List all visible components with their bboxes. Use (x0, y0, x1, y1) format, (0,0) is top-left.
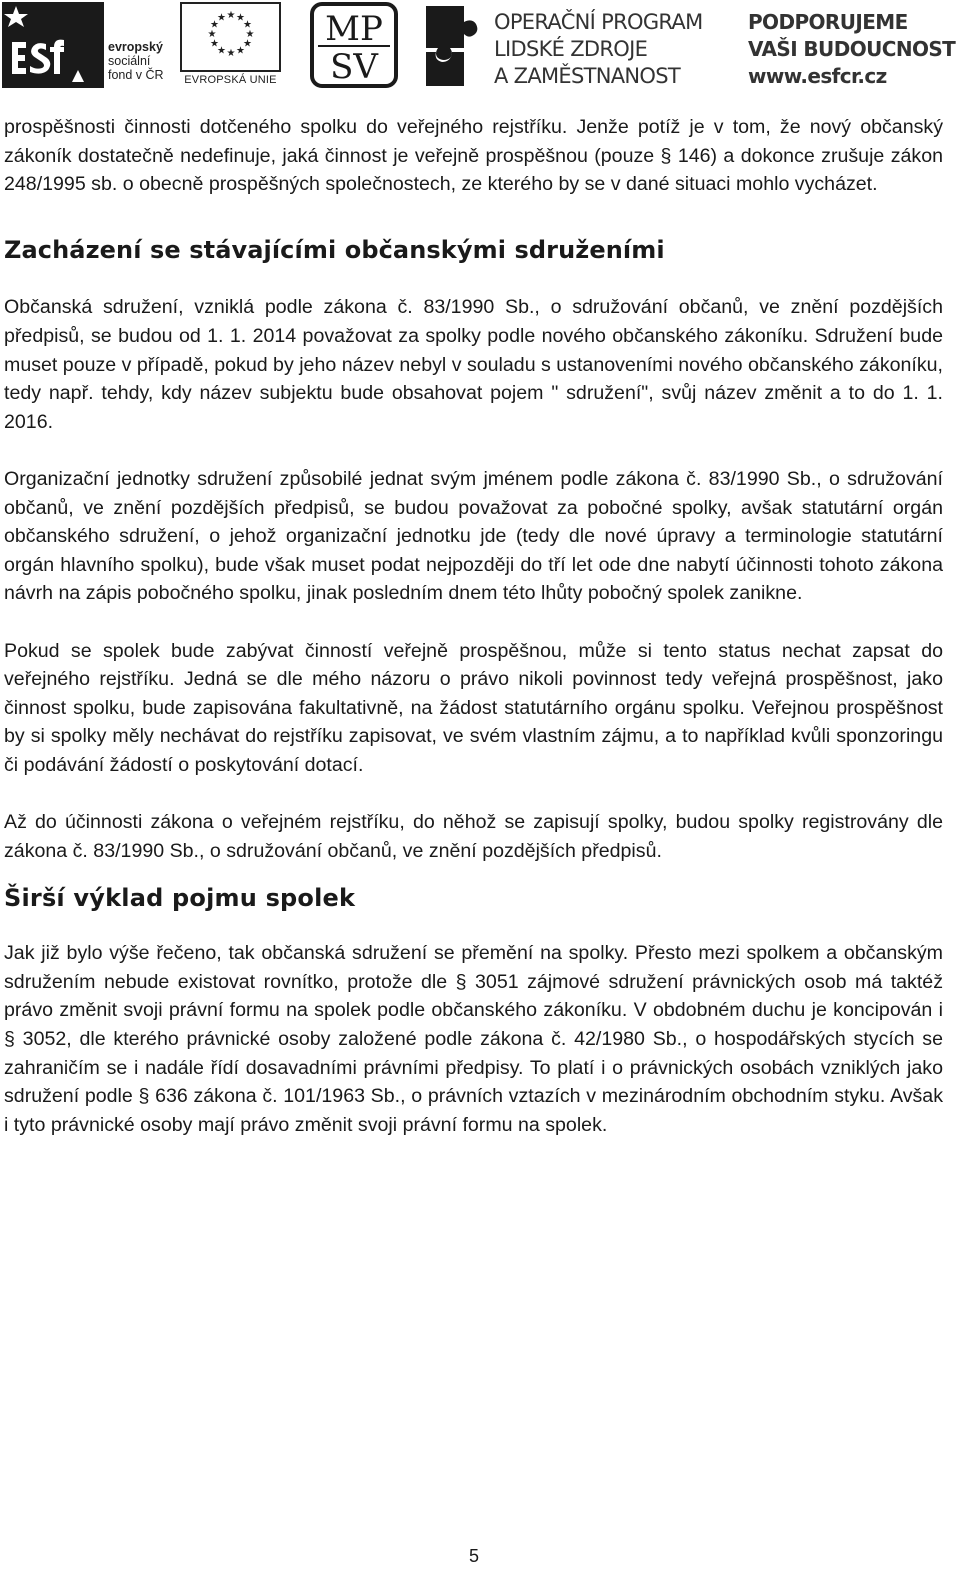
section-heading-2: Širší výklad pojmu spolek (4, 884, 356, 913)
document-body (4, 113, 943, 1139)
paragraph-1: prospěšnosti činnosti dotčeného spolku do veřejného rejstříku. Jenže potíž je v tom, že nový občanský zákoník dostatečně nedefinuje, jaká činnost je veřejně prospěšnou (pouze § 146) a dokonce zrušuje zákon 248/1995 sb. o obecně prospěšných společnostech, ze kterého by se v dané situaci mohlo vycházet. (4, 116, 943, 196)
svg-text:★: ★ (236, 12, 245, 24)
op-line-2: LIDSKÉ ZDROJE (494, 37, 648, 61)
mpsv-letters-bottom: SV (330, 47, 378, 87)
svg-text:★: ★ (217, 45, 226, 57)
support-line-2: VAŠI BUDOUCNOST (748, 37, 956, 61)
op-program-name (494, 9, 703, 90)
logo-bar (0, 0, 960, 96)
mpsv-logo (310, 2, 398, 88)
svg-text:★: ★ (243, 38, 252, 50)
paragraph-5: Až do účinnosti zákona o veřejném rejstříku, do něhož se zapisují spolky, budou spolky registrovány dle zákona č. 83/1990 Sb., o sdružování občanů, ve znění pozdějších předpisů. (4, 811, 943, 862)
section-heading-1: Zacházení se stávajícími občanskými sdruženími (4, 236, 665, 265)
support-line-1: PODPORUJEME (748, 10, 908, 34)
svg-text:★: ★ (245, 29, 255, 40)
svg-text:★: ★ (207, 29, 217, 40)
esf-logo (2, 2, 104, 88)
eu-caption: EVROPSKÁ UNIE (184, 74, 277, 86)
svg-text:★: ★ (236, 45, 245, 57)
eu-logo (180, 2, 281, 88)
esf-word-1: evropský (108, 40, 163, 54)
paragraph-4: Pokud se spolek bude zabývat činností veřejně prospěšnou, může si tento status nechat zapsat do veřejného rejstříku. Jedná se dle mého názoru o právo nikoli povinnost tedy veřejná prospěšnost, jako činnost spolku, bude zapisována fakultativně, na žádost statutárního orgánu spolku. Veřejnou prospěšnost by si spolky měly nechávat do rejstříku zapisovat, ve svém vlastním zájmu, a to například kvůli sponzoringu či podávání žádostí o poskytování dotací. (4, 639, 943, 776)
svg-text:★: ★ (243, 19, 252, 31)
op-line-3: A ZAMĚSTNANOST (494, 64, 681, 88)
paragraph-3: Organizační jednotky sdružení způsobilé jednat svým jménem podle zákona č. 83/1990 Sb., o sdružování občanů, ve znění pozdějších předpisů, se budou považovat za pobočné spolky, avšak statutární orgán občanského sdružení, o jehož organizační jednotku jde (tedy dle nové úpravy a terminologie statutární orgán hlavního spolku), bude však muset podat nejpozději do tří let ode dne nabytí účinnosti tohoto zákona návrh na zápis pobočného spolku, jinak posledním dnem této lhůty pobočný spolek zanikne. (4, 467, 943, 605)
svg-text:★: ★ (226, 10, 236, 21)
eu-flag-icon (180, 2, 281, 72)
paragraph-6: Jak již bylo výše řečeno, tak občanská sdružení se přemění na spolky. Přesto mezi spolkem a občanským sdružením nebude existovat rovnítko, protože dle § 3051 zájmové sdružení právnických osob má taktéž právo změnit svoji právní formu na spolek podle občanského zákoníku. V obdobném duchu je koncipován i § 3052, dle kterého právnické osoby založené podle zákona č. 42/1980 Sb., o hospodářských stycích se zahraničím se i nadále řídí dosavadními právními předpisy. To platí i o právnických osobách vzniklých jako sdružení podle § 636 zákona č. 101/1963 Sb., o právních vztazích v mezinárodním obchodním styku. Avšak i tyto právnické osoby mají právo změnit svoji právní formu na spolek. (4, 942, 943, 1136)
paragraph-2: Občanská sdružení, vzniklá podle zákona č. 83/1990 Sb., o sdružování občanů, ve znění pozdějších předpisů, se budou od 1. 1. 2014 považovat za spolky podle nového občanského zákoníku. Sdružení bude muset pouze v případě, pokud by jeho název nebyl v souladu s ustanoveními nového občanského zákoníku, tedy např. tehdy, kdy název subjektu bude obsahovat pojem " sdružení", svůj název změnit a to do 1. 1. 2016. (4, 296, 943, 433)
esf-wordmark (108, 40, 164, 82)
support-slogan (748, 9, 955, 90)
svg-text:★: ★ (217, 12, 226, 24)
support-url: www.esfcr.cz (748, 64, 887, 88)
esf-word-3: fond v ČR (108, 68, 164, 82)
puzzle-logo-icon (424, 4, 484, 88)
svg-text:★: ★ (210, 19, 219, 31)
svg-text:★: ★ (226, 48, 236, 59)
page-number: 5 (468, 1546, 479, 1566)
op-line-1: OPERAČNÍ PROGRAM (494, 10, 703, 34)
mpsv-letters-top: MP (325, 9, 383, 49)
svg-text:★: ★ (210, 38, 219, 50)
esf-word-2: sociální (108, 54, 151, 68)
